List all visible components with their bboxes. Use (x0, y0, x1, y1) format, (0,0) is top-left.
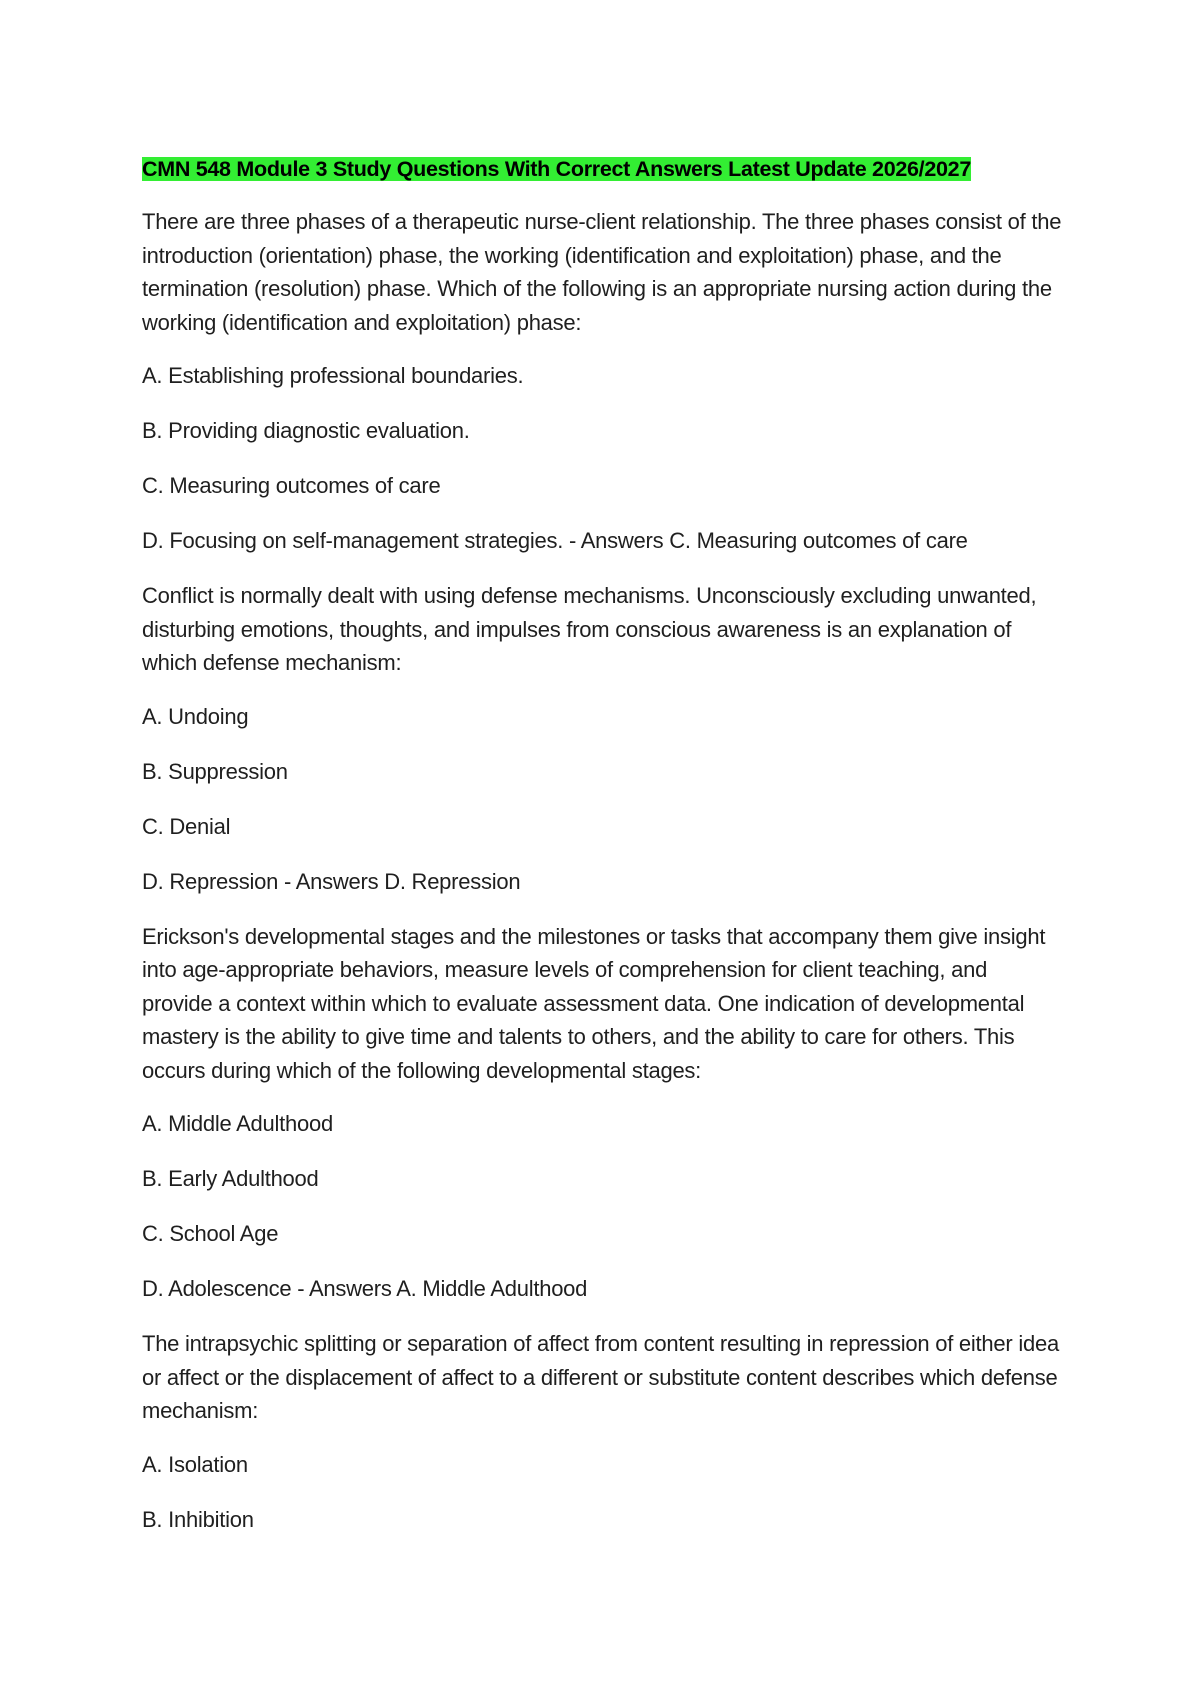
question-block-3 (142, 920, 1062, 1306)
question-text: The intrapsychic splitting or separation of affect from content resulting in repression of either idea or affect or the displacement of affect to a different or substitute content describes which defense mechanism: (142, 1331, 1059, 1423)
option-a: A. Undoing (142, 703, 249, 729)
title-wrap (142, 152, 1062, 189)
option-b: B. Inhibition (142, 1506, 254, 1532)
option-c: C. Denial (142, 813, 231, 839)
option-a: A. Establishing professional boundaries. (142, 363, 524, 388)
option-a: A. Isolation (142, 1451, 248, 1477)
option-c: C. School Age (142, 1221, 279, 1246)
option-c: C. Measuring outcomes of care (142, 473, 441, 498)
question-text: Conflict is normally dealt with using defense mechanisms. Unconsciously excluding unwanted, disturbing emotions, thoughts, and impulses from conscious awareness is an explanation of which defense mechanism: (142, 583, 1037, 675)
document-page (142, 152, 1062, 1558)
option-a: A. Middle Adulthood (142, 1111, 333, 1136)
option-b: B. Providing diagnostic evaluation. (142, 418, 470, 443)
option-b: B. Early Adulthood (142, 1166, 319, 1191)
question-text: There are three phases of a therapeutic nurse-client relationship. The three phases consist of the introduction (orientation) phase, the working (identification and exploitation) phase, and the termination (resolution) phase. Which of the following is an appropriate nursing action during the working (identification and exploitation) phase: (142, 209, 1062, 335)
document-title: CMN 548 Module 3 Study Questions With Correct Answers Latest Update 2026/2027 (142, 157, 971, 181)
option-d-answer: D. Repression - Answers D. Repression (142, 868, 521, 894)
question-block-1 (142, 205, 1062, 558)
question-text: Erickson's developmental stages and the milestones or tasks that accompany them give insight into age-appropriate behaviors, measure levels of comprehension for client teaching, and provide a context within which to evaluate assessment data. One indication of developmental mastery is the ability to give time and talents to others, and the ability to care for others. This occurs during which of the following developmental stages: (142, 923, 1046, 1083)
option-b: B. Suppression (142, 758, 288, 784)
option-d-answer: D. Adolescence - Answers A. Middle Adulthood (142, 1276, 588, 1301)
option-d-answer: D. Focusing on self-management strategies. - Answers C. Measuring outcomes of care (142, 528, 968, 553)
question-block-4 (142, 1327, 1062, 1536)
question-block-2 (142, 579, 1062, 898)
